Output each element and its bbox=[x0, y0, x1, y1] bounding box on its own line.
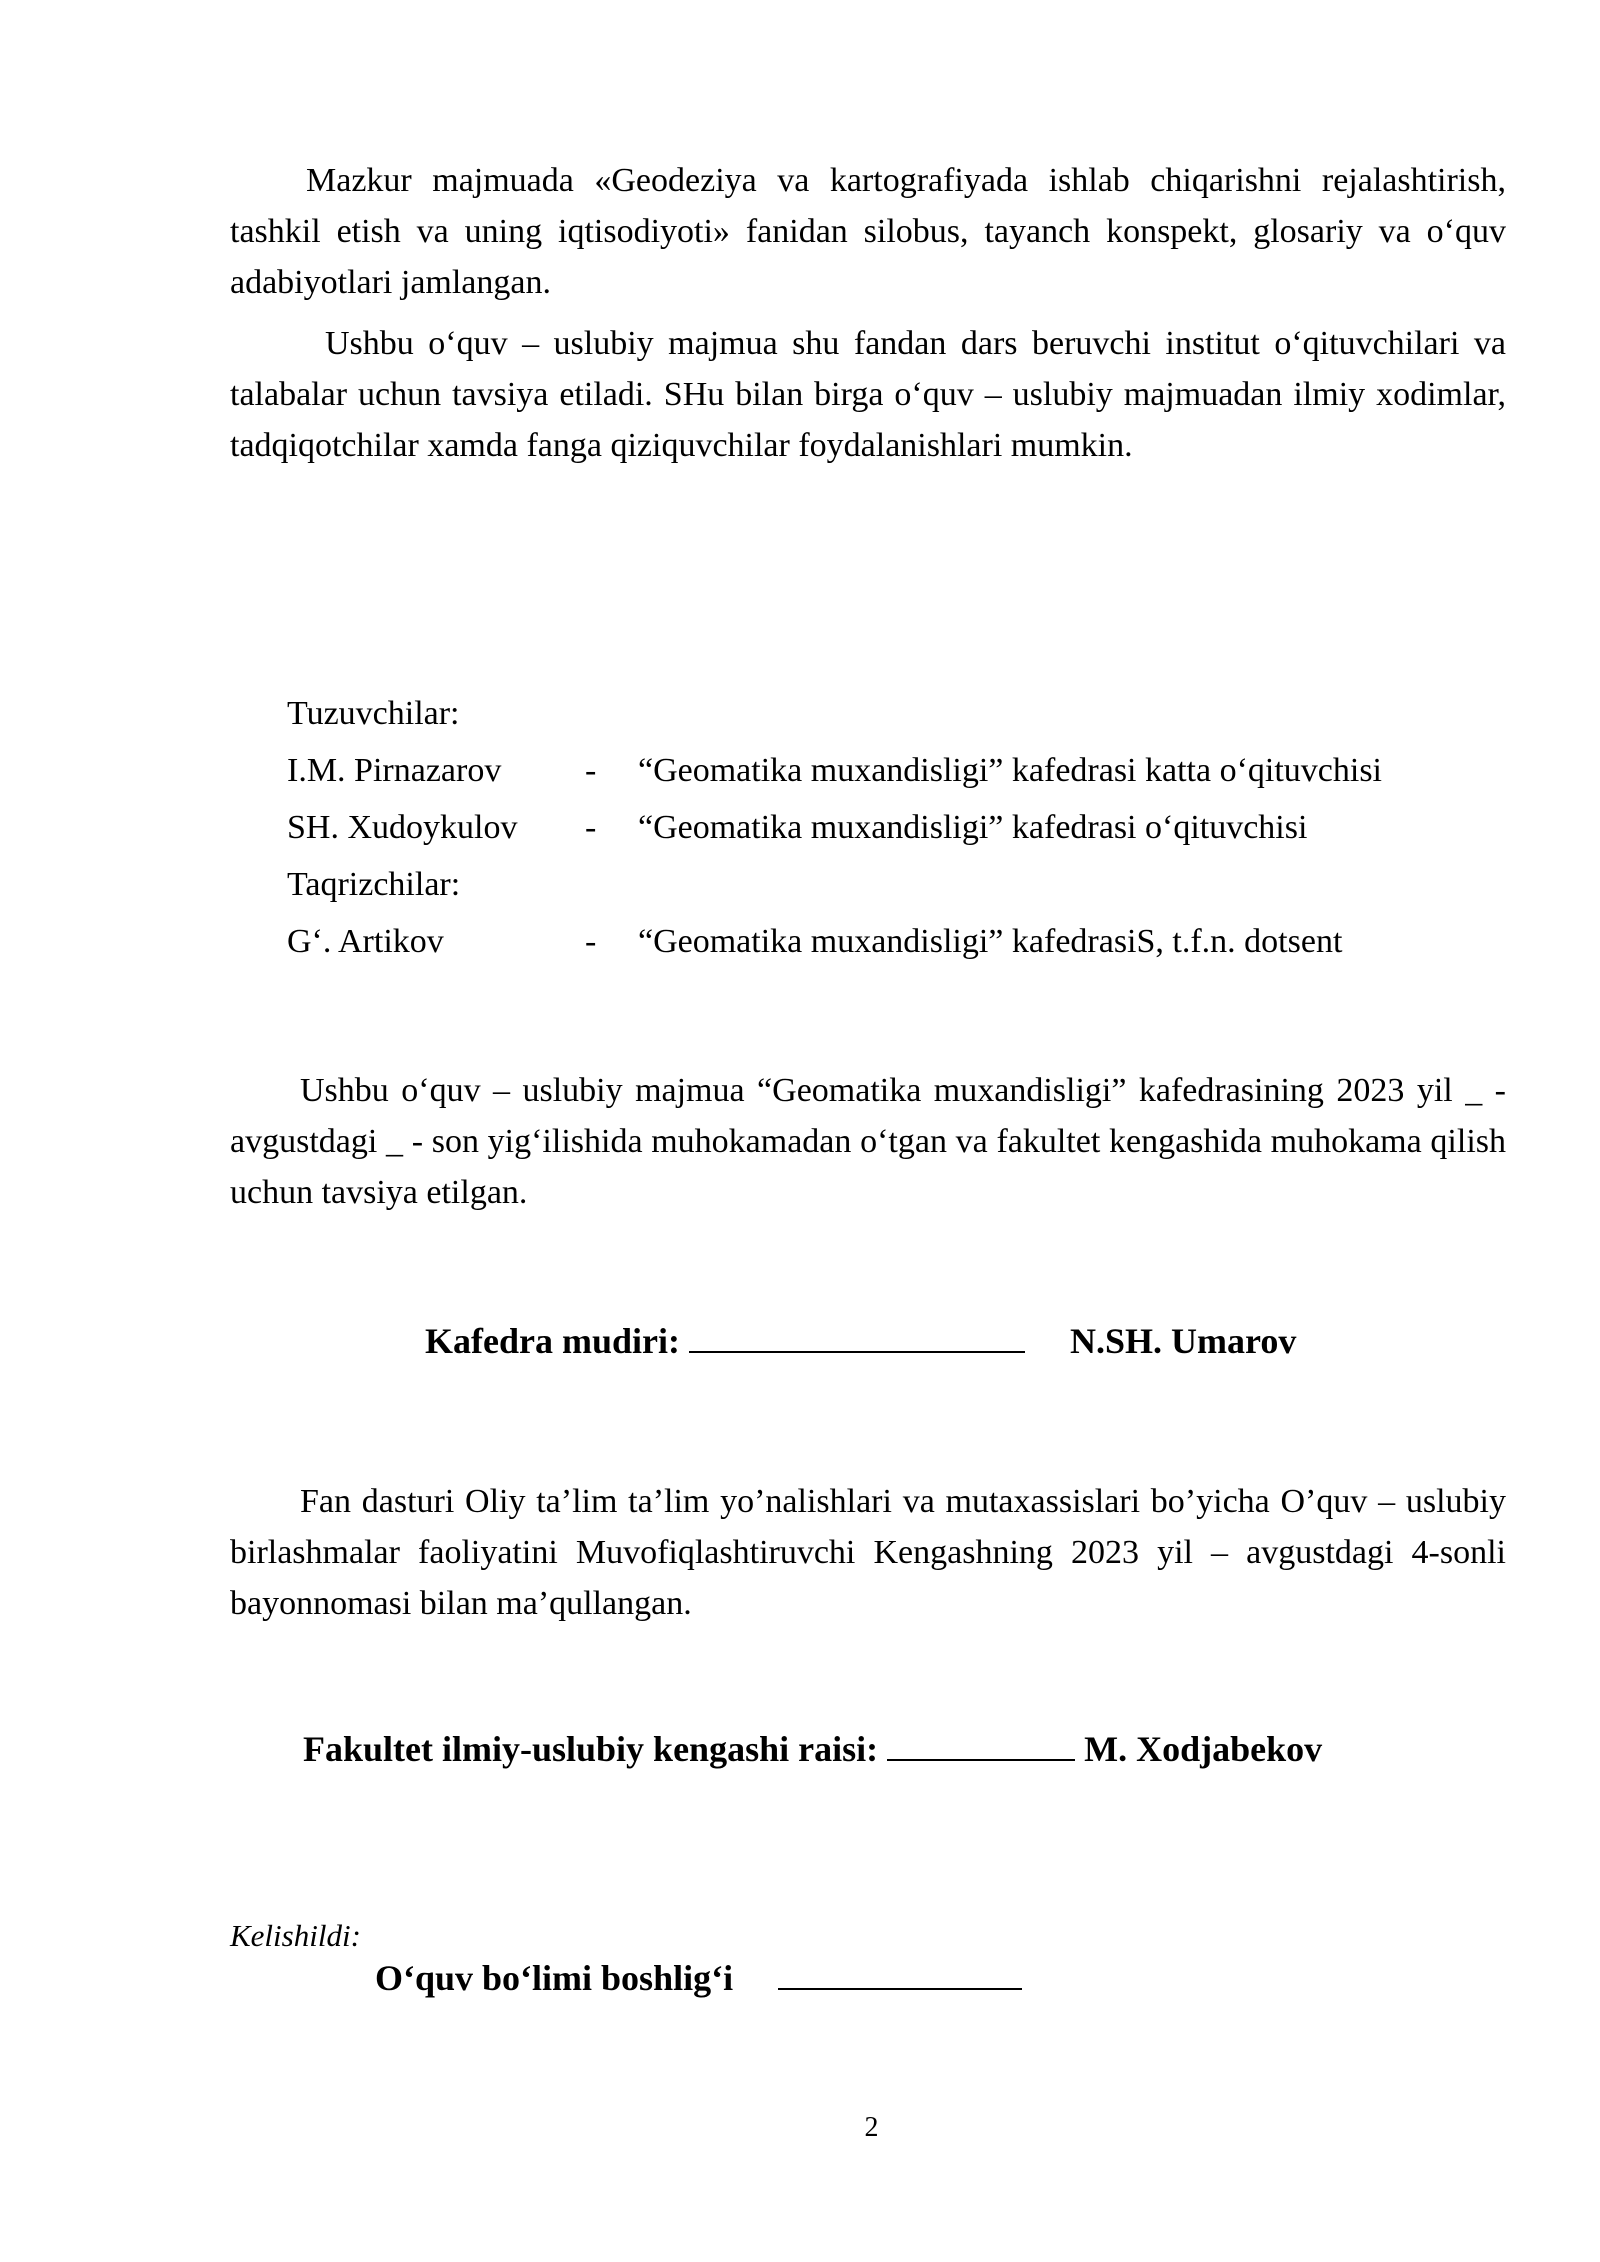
intro-paragraph-1: Mazkur majmuada «Geodeziya va kartografiyada ishlab chiqarishni rejalashtirish, tashkil etish va uning iqtisodiyoti» fanidan silobus, tayanch konspekt, glosariy va o‘quv adabiyotlari jamlangan. bbox=[230, 162, 1506, 301]
oquv-signature-line bbox=[375, 1957, 1022, 1999]
kafedra-label: Kafedra mudiri: bbox=[425, 1321, 680, 1361]
page-number: 2 bbox=[864, 2112, 879, 2143]
reviewer-name: G‘. Artikov bbox=[287, 923, 444, 960]
compiler-dash: - bbox=[585, 752, 597, 789]
compiler-row bbox=[287, 799, 1382, 856]
compiler-name: SH. Xudoykulov bbox=[287, 809, 518, 846]
kafedra-signature-blank bbox=[689, 1321, 1025, 1353]
agreed-label: Kelishildi: bbox=[230, 1918, 361, 1953]
intro-paragraph-2: Ushbu o‘quv – uslubiy majmua shu fandan dars beruvchi institut o‘qituvchilari va talabalar uchun tavsiya etiladi. SHu bilan birga o‘quv – uslubiy majmuadan ilmiy xodimlar, tadqiqotchilar xamda fanga qiziquvchilar foydalanishlari mumkin. bbox=[230, 325, 1506, 464]
compilers-heading bbox=[287, 685, 1382, 742]
reviewers-heading bbox=[287, 856, 1382, 913]
compiler-role: “Geomatika muxandisligi” kafedrasi katta o‘qituvchisi bbox=[638, 752, 1382, 789]
compiler-role: “Geomatika muxandisligi” kafedrasi o‘qituvchisi bbox=[638, 809, 1308, 846]
compilers-heading-text: Tuzuvchilar: bbox=[287, 695, 460, 732]
compiler-dash: - bbox=[585, 809, 597, 846]
contributors-block bbox=[287, 685, 1382, 970]
kafedra-signature-line bbox=[425, 1320, 1296, 1362]
kafedra-head-name: N.SH. Umarov bbox=[1069, 1321, 1297, 1361]
reviewer-role: “Geomatika muxandisligi” kafedrasiS, t.f.n. dotsent bbox=[638, 923, 1343, 960]
reviewer-dash: - bbox=[585, 923, 597, 960]
fakultet-label: Fakultet ilmiy-uslubiy kengashi raisi: bbox=[303, 1729, 879, 1769]
compiler-row bbox=[287, 742, 1382, 799]
oquv-position: O‘quv bo‘limi boshlig‘i bbox=[375, 1958, 734, 1998]
reviewer-row bbox=[287, 913, 1382, 970]
fakultet-chair-name: M. Xodjabekov bbox=[1084, 1729, 1323, 1769]
fakultet-signature-blank bbox=[887, 1729, 1075, 1761]
compiler-name: I.M. Pirnazarov bbox=[287, 752, 502, 789]
approval-paragraph: Ushbu o‘quv – uslubiy majmua “Geomatika muxandisligi” kafedrasining 2023 yil _ - avgustdagi _ - son yig‘ilishida muhokamadan o‘tgan va fakultet kengashida muhokama qilish uchun tavsiya etilgan. bbox=[230, 1072, 1506, 1211]
fakultet-signature-line bbox=[303, 1728, 1322, 1770]
program-paragraph: Fan dasturi Oliy ta’lim ta’lim yo’nalishlari va mutaxassislari bo’yicha O’quv – uslubiy birlashmalar faoliyatini Muvofiqlashtiruvchi Kengashning 2023 yil – avgustdagi 4-sonli bayonnomasi bilan ma’qullangan. bbox=[230, 1483, 1506, 1622]
oquv-signature-blank bbox=[778, 1958, 1022, 1990]
reviewers-heading-text: Taqrizchilar: bbox=[287, 866, 461, 903]
